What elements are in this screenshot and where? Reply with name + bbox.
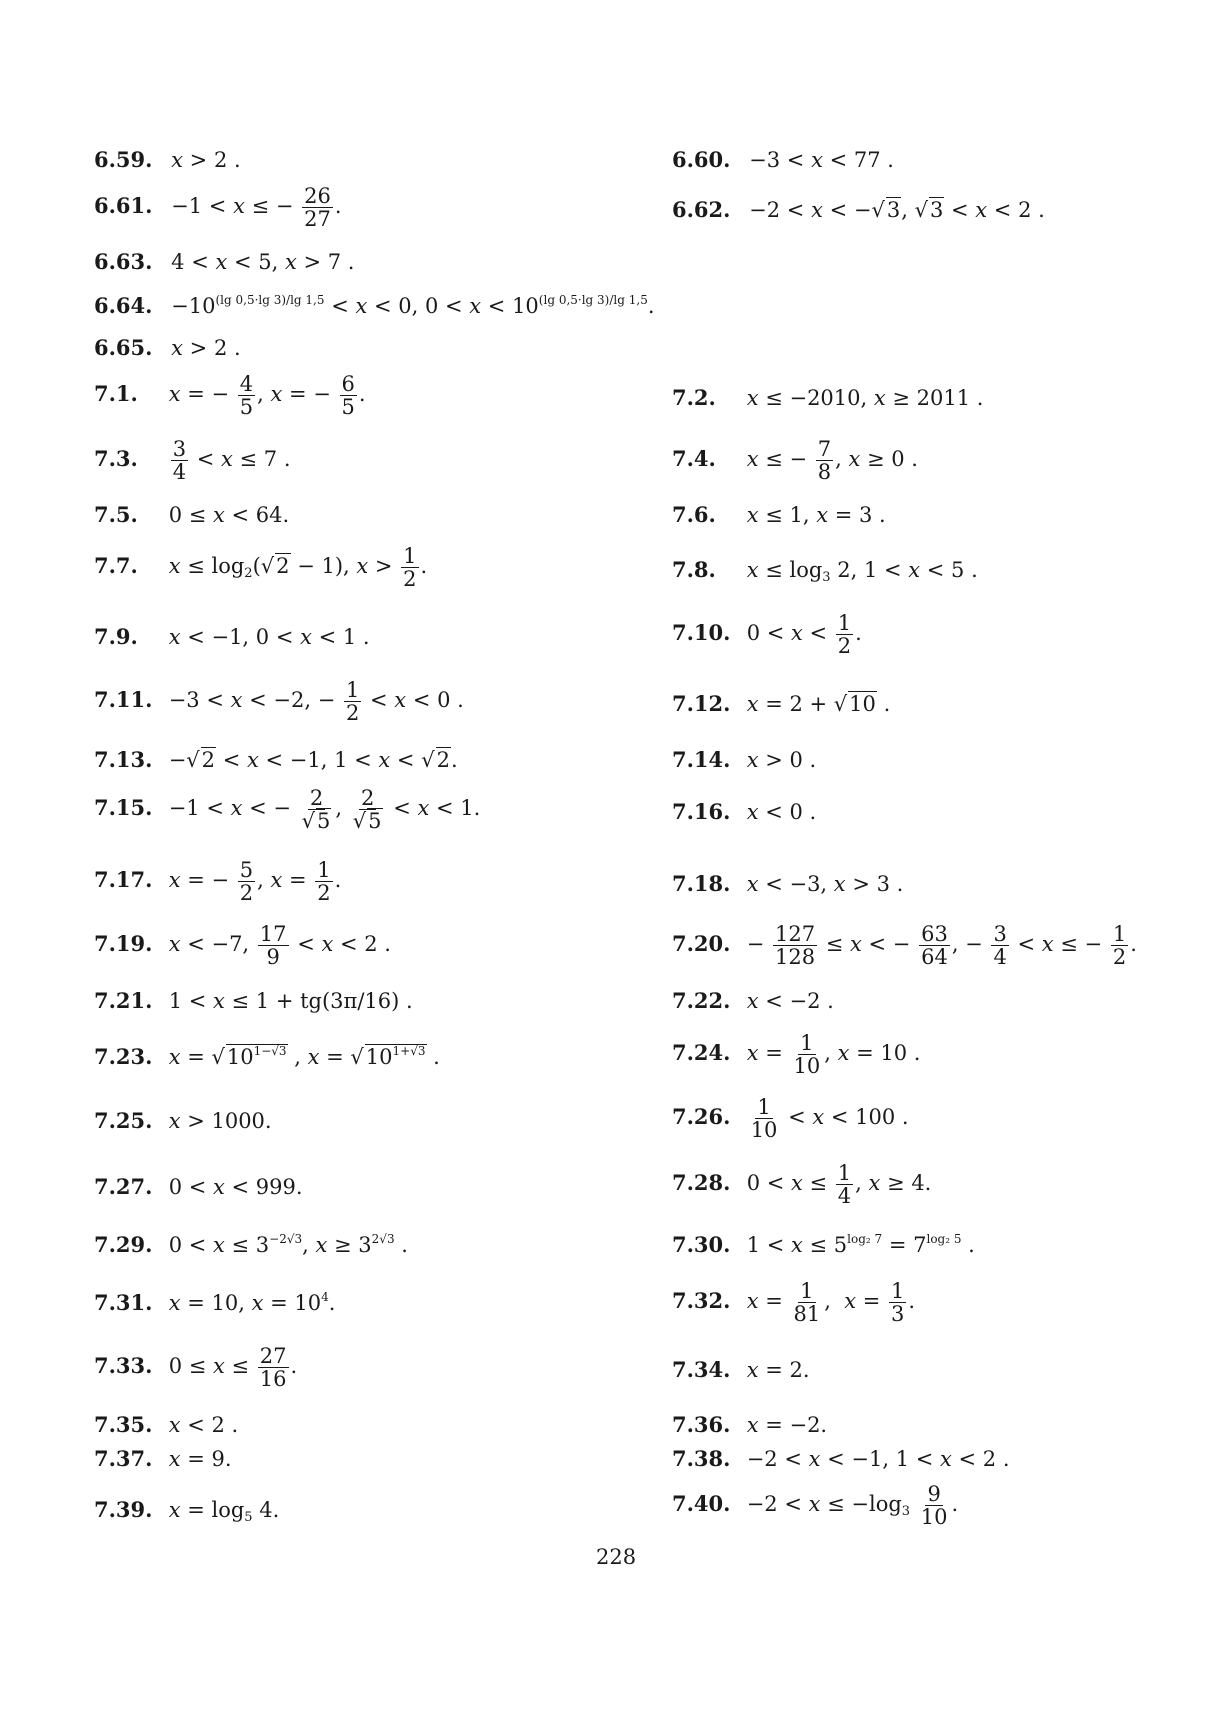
answer-expression: −1 < x < − $\frac{2}{√5}$ , $\frac{2}{√5}$ < x < 1. bbox=[168, 786, 481, 834]
answer-label: 7.25. bbox=[94, 1108, 153, 1133]
answer-7-37 bbox=[94, 1447, 232, 1471]
answer-7-27 bbox=[94, 1175, 303, 1199]
answer-label: 7.2. bbox=[672, 385, 716, 410]
answer-expression: $\frac{1}{10}$ < x < 100 . bbox=[750, 1095, 909, 1143]
answer-7-2 bbox=[672, 386, 983, 410]
answer-label: 7.6. bbox=[672, 502, 716, 527]
answer-label: 7.39. bbox=[94, 1497, 153, 1522]
answer-label: 6.59. bbox=[94, 147, 153, 172]
answer-expression: x < −3, x > 3 . bbox=[746, 872, 904, 896]
answer-label: 6.61. bbox=[94, 193, 153, 219]
answer-label: 7.13. bbox=[94, 747, 153, 772]
answer-7-40 bbox=[672, 1483, 958, 1528]
answer-expression: $-2 < x \le -\log_3$ $\frac{9}{10}$ . bbox=[746, 1482, 959, 1530]
answer-expression: x > 1000. bbox=[168, 1109, 272, 1133]
answer-label: 7.36. bbox=[672, 1412, 731, 1437]
answer-7-13 bbox=[94, 748, 458, 772]
answer-label: 7.31. bbox=[94, 1290, 153, 1315]
answer-7-38 bbox=[672, 1447, 1010, 1471]
answer-label: 7.5. bbox=[94, 502, 138, 527]
answer-label: 7.40. bbox=[672, 1491, 731, 1517]
answer-label: 7.35. bbox=[94, 1412, 153, 1437]
answer-7-31 bbox=[94, 1291, 335, 1315]
answer-label: 7.29. bbox=[94, 1232, 153, 1257]
answer-expression: $0 < x \le 3^{-2√3}$, $x \ge 3^{2√3}$ . bbox=[168, 1232, 408, 1257]
answer-label: 7.14. bbox=[672, 747, 731, 772]
answer-label: 7.7. bbox=[94, 553, 138, 579]
answer-label: 7.37. bbox=[94, 1446, 153, 1471]
answer-7-11 bbox=[94, 679, 464, 724]
answer-label: 7.9. bbox=[94, 624, 138, 649]
answer-label: 7.12. bbox=[672, 691, 731, 716]
answer-expression: −3 < x < 77 . bbox=[749, 148, 894, 172]
answer-expression: x = 9. bbox=[168, 1447, 232, 1471]
answer-7-14 bbox=[672, 748, 816, 772]
answer-6-61 bbox=[94, 185, 342, 230]
answer-expression: x > 2 . bbox=[171, 148, 241, 172]
answer-expression: x < −1, 0 < x < 1 . bbox=[168, 625, 370, 649]
answer-label: 7.23. bbox=[94, 1044, 153, 1069]
answer-label: 7.21. bbox=[94, 988, 153, 1013]
answer-label: 7.24. bbox=[672, 1040, 731, 1066]
answer-expression: −√2 < x < −1, 1 < x < √2. bbox=[168, 748, 458, 772]
answer-expression: $x \le \log_2(√2 - 1)$, x > $\frac{1}{2}$ . bbox=[168, 544, 428, 592]
answer-expression: x < 0 . bbox=[746, 800, 817, 824]
answer-7-25 bbox=[94, 1109, 272, 1133]
answer-expression: 0 ≤ x ≤ $\frac{27}{16}$ . bbox=[168, 1344, 298, 1392]
answer-expression: x = 2 + √10 . bbox=[746, 692, 891, 716]
answer-7-21 bbox=[94, 989, 413, 1013]
answer-7-39 bbox=[94, 1497, 280, 1525]
answer-label: 7.17. bbox=[94, 867, 153, 893]
answer-expression: $1 < x \le 5^{log_2 7} = 7^{log_2 5}$ . bbox=[746, 1232, 975, 1257]
answer-label: 7.20. bbox=[672, 931, 731, 957]
answer-7-5 bbox=[94, 503, 289, 527]
answer-expression: 0 ≤ x < 64. bbox=[168, 503, 290, 527]
answer-7-1 bbox=[94, 373, 366, 418]
answer-label: 7.33. bbox=[94, 1353, 153, 1379]
answer-label: 7.26. bbox=[672, 1104, 731, 1130]
answer-7-23 bbox=[94, 1045, 440, 1069]
answer-7-33 bbox=[94, 1345, 297, 1390]
answer-label: 7.27. bbox=[94, 1174, 153, 1199]
answer-expression: −3 < x < −2, − $\frac{1}{2}$ < x < 0 . bbox=[168, 678, 464, 726]
answer-6-63 bbox=[94, 250, 355, 274]
answer-expression: $\frac{3}{4}$ < x ≤ 7 . bbox=[172, 437, 291, 485]
answer-expression: x = $\frac{1}{10}$ , x = 10 . bbox=[746, 1031, 921, 1079]
answer-expression: 1 < x ≤ 1 + tg(3π/16) . bbox=[168, 989, 413, 1013]
answer-7-18 bbox=[672, 872, 903, 896]
answer-label: 6.60. bbox=[672, 147, 731, 172]
answer-label: 7.11. bbox=[94, 687, 153, 713]
answer-expression: −2 < x < −√3, √3 < x < 2 . bbox=[749, 198, 1045, 222]
answer-7-19 bbox=[94, 923, 391, 968]
answer-7-10 bbox=[672, 612, 862, 657]
answer-6-60 bbox=[672, 148, 894, 172]
answer-expression: x = − $\frac{4}{5}$ , x = − $\frac{6}{5}$ . bbox=[168, 372, 366, 420]
page-number: 228 bbox=[596, 1545, 637, 1569]
answer-label: 7.30. bbox=[672, 1232, 731, 1257]
answer-expression: x ≤ 1, x = 3 . bbox=[746, 503, 886, 527]
answer-7-20 bbox=[672, 923, 1137, 968]
answer-expression: x < −2 . bbox=[746, 989, 834, 1013]
answer-expression: x = −2. bbox=[746, 1413, 828, 1437]
answer-label: 7.18. bbox=[672, 871, 731, 896]
answer-expression: $x \le \log_3 2$, 1 < x < 5 . bbox=[746, 558, 978, 585]
answer-7-36 bbox=[672, 1413, 827, 1437]
answer-7-26 bbox=[672, 1096, 909, 1141]
answer-label: 7.32. bbox=[672, 1288, 731, 1314]
answer-label: 6.62. bbox=[672, 197, 731, 222]
answer-label: 7.8. bbox=[672, 557, 716, 582]
answer-expression: 4 < x < 5, x > 7 . bbox=[171, 250, 355, 274]
answer-expression: 0 < x < 999. bbox=[168, 1175, 303, 1199]
answer-7-22 bbox=[672, 989, 834, 1013]
answer-7-30 bbox=[672, 1233, 975, 1257]
answer-7-28 bbox=[672, 1162, 931, 1207]
answer-expression: 0 < x ≤ $\frac{1}{4}$ , x ≥ 4. bbox=[746, 1161, 932, 1209]
answer-label: 7.16. bbox=[672, 799, 731, 824]
answer-expression: 0 < x < $\frac{1}{2}$ . bbox=[746, 611, 862, 659]
answer-label: 6.64. bbox=[94, 293, 153, 318]
answer-7-32 bbox=[672, 1280, 915, 1325]
answer-expression: x = − $\frac{5}{2}$ , x = $\frac{1}{2}$ . bbox=[168, 858, 342, 906]
answer-7-9 bbox=[94, 625, 370, 649]
answer-label: 6.63. bbox=[94, 249, 153, 274]
answer-6-64 bbox=[94, 294, 655, 318]
answer-7-35 bbox=[94, 1413, 238, 1437]
answer-label: 7.34. bbox=[672, 1357, 731, 1382]
answer-expression: x = $\frac{1}{81}$ , x = $\frac{1}{3}$ . bbox=[746, 1279, 916, 1327]
answer-expression: −1 < x ≤ − $\frac{26}{27}$ . bbox=[171, 184, 342, 232]
answer-expression: x < 2 . bbox=[168, 1413, 239, 1437]
answer-label: 7.15. bbox=[94, 795, 153, 821]
answer-expression: $x = √10^{1-√3}$ , $x = √10^{1+√3}$ . bbox=[168, 1044, 440, 1069]
answer-6-62 bbox=[672, 198, 1045, 222]
answer-label: 7.19. bbox=[94, 931, 153, 957]
answer-expression: x > 0 . bbox=[746, 748, 817, 772]
answer-expression: x ≤ − $\frac{7}{8}$ , x ≥ 0 . bbox=[746, 437, 918, 485]
answer-expression: −2 < x < −1, 1 < x < 2 . bbox=[746, 1447, 1010, 1471]
answer-6-65 bbox=[94, 336, 241, 360]
answer-7-16 bbox=[672, 800, 816, 824]
answer-6-59 bbox=[94, 148, 241, 172]
answer-label: 7.22. bbox=[672, 988, 731, 1013]
answer-expression: $x = \log_5 4$. bbox=[168, 1498, 280, 1525]
answer-label: 7.1. bbox=[94, 381, 138, 407]
answer-label: 7.3. bbox=[94, 446, 138, 472]
answer-expression: x = 2. bbox=[746, 1358, 810, 1382]
answer-expression: x < −7, $\frac{17}{9}$ < x < 2 . bbox=[168, 922, 391, 970]
answer-7-24 bbox=[672, 1032, 920, 1077]
answer-expression: x = 10, $x = 10^4$. bbox=[168, 1290, 336, 1315]
answer-7-7 bbox=[94, 545, 427, 590]
answer-expression: − $\frac{127}{128}$ ≤ x < − $\frac{63}{64}$ , − $\frac{3}{4}$ < x ≤ − $\frac{1}{2}$ . bbox=[746, 922, 1137, 970]
answer-7-12 bbox=[672, 692, 890, 716]
answer-7-4 bbox=[672, 438, 918, 483]
answer-label: 7.28. bbox=[672, 1170, 731, 1196]
answer-expression: x ≤ −2010, x ≥ 2011 . bbox=[746, 386, 984, 410]
answer-7-17 bbox=[94, 859, 341, 904]
answer-expression: $-10^{(lg 0,5\cdot lg 3)/lg 1,5} < x < 0$, $0 < x < 10^{(lg 0,5\cdot lg 3)/lg 1,5}$. bbox=[171, 293, 655, 318]
answer-label: 6.65. bbox=[94, 335, 153, 360]
answer-7-6 bbox=[672, 503, 886, 527]
answer-label: 7.4. bbox=[672, 446, 716, 472]
answer-7-3 bbox=[94, 438, 291, 483]
answer-expression: x > 2 . bbox=[171, 336, 241, 360]
answer-7-34 bbox=[672, 1358, 810, 1382]
answer-label: 7.38. bbox=[672, 1446, 731, 1471]
answer-7-15 bbox=[94, 787, 480, 832]
answer-label: 7.10. bbox=[672, 620, 731, 646]
answer-7-8 bbox=[672, 557, 978, 585]
answer-7-29 bbox=[94, 1233, 408, 1257]
